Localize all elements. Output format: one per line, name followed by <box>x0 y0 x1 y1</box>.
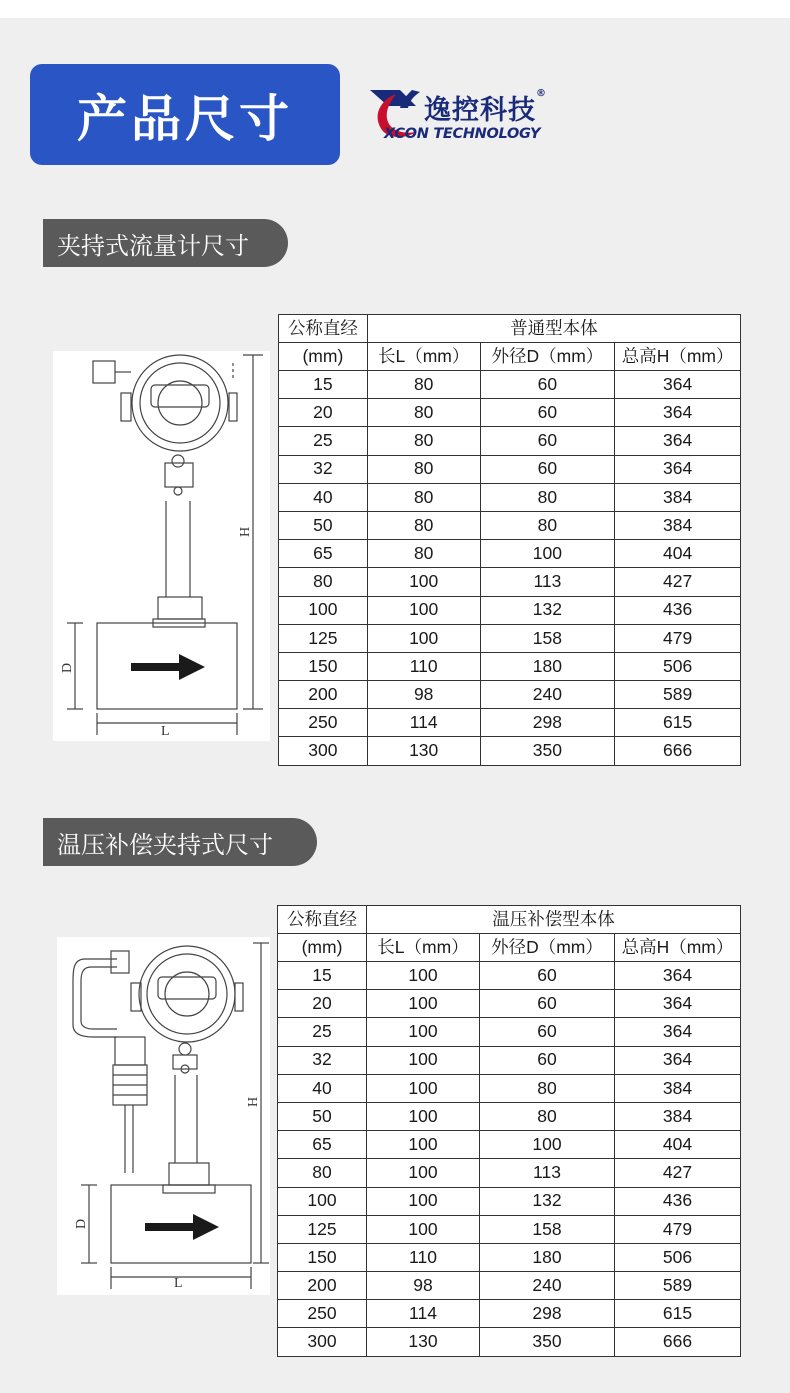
cell-total-height: 364 <box>615 371 741 399</box>
table-row <box>278 1159 741 1187</box>
header-nominal-unit: (mm) <box>279 343 368 371</box>
cell-outer-diameter: 100 <box>480 540 615 568</box>
table-row <box>279 427 741 455</box>
cell-length: 110 <box>367 1243 480 1271</box>
table-row <box>279 709 741 737</box>
dimension-label-d: D <box>74 1218 89 1229</box>
cell-total-height: 615 <box>615 1300 741 1328</box>
cell-outer-diameter: 298 <box>480 1300 615 1328</box>
cell-length: 98 <box>367 681 480 709</box>
table-body <box>278 962 741 1357</box>
clamp-meter-diagram <box>53 351 270 741</box>
cell-length: 100 <box>367 1215 480 1243</box>
cell-total-height: 384 <box>615 511 741 539</box>
table-row <box>278 1328 741 1356</box>
cell-outer-diameter: 180 <box>480 1243 615 1271</box>
table-row <box>278 1243 741 1271</box>
cell-length: 100 <box>367 962 480 990</box>
table-row <box>279 399 741 427</box>
cell-total-height: 404 <box>615 1131 741 1159</box>
header-body-type: 温压补偿型本体 <box>367 906 741 934</box>
cell-outer-diameter: 80 <box>480 1074 615 1102</box>
cell-length: 100 <box>367 990 480 1018</box>
cell-nominal-diameter: 80 <box>279 568 368 596</box>
cell-length: 100 <box>367 1018 480 1046</box>
dimension-label-d: D <box>60 662 75 673</box>
table-row <box>279 596 741 624</box>
cell-length: 80 <box>367 371 480 399</box>
cell-total-height: 479 <box>615 624 741 652</box>
logo-english-name: XCON TECHNOLOGY <box>384 126 541 142</box>
header-total-height: 总高H（mm） <box>615 934 741 962</box>
table-row <box>278 1074 741 1102</box>
cell-nominal-diameter: 25 <box>278 1018 367 1046</box>
table-row <box>279 568 741 596</box>
cell-total-height: 615 <box>615 709 741 737</box>
cell-total-height: 427 <box>615 568 741 596</box>
table-row <box>278 1018 741 1046</box>
cell-nominal-diameter: 50 <box>279 511 368 539</box>
table-row <box>279 624 741 652</box>
cell-total-height: 364 <box>615 455 741 483</box>
cell-length: 114 <box>367 1300 480 1328</box>
table-row <box>279 652 741 680</box>
cell-total-height: 589 <box>615 1272 741 1300</box>
cell-total-height: 506 <box>615 1243 741 1271</box>
spec-table-compensated <box>277 905 741 1357</box>
cell-nominal-diameter: 40 <box>278 1074 367 1102</box>
cell-nominal-diameter: 300 <box>279 737 368 765</box>
cell-length: 100 <box>367 1187 480 1215</box>
cell-total-height: 589 <box>615 681 741 709</box>
dimension-label-h: H <box>246 1096 261 1107</box>
header-outer-diameter: 外径D（mm） <box>480 343 615 371</box>
cell-outer-diameter: 132 <box>480 596 615 624</box>
cell-nominal-diameter: 32 <box>278 1046 367 1074</box>
cell-length: 114 <box>367 709 480 737</box>
cell-outer-diameter: 80 <box>480 483 615 511</box>
cell-nominal-diameter: 125 <box>279 624 368 652</box>
cell-total-height: 384 <box>615 1074 741 1102</box>
dimension-label-l: L <box>161 724 170 739</box>
cell-length: 100 <box>367 568 480 596</box>
cell-nominal-diameter: 65 <box>278 1131 367 1159</box>
header-total-height: 总高H（mm） <box>615 343 741 371</box>
cell-total-height: 364 <box>615 962 741 990</box>
cell-total-height: 666 <box>615 737 741 765</box>
cell-outer-diameter: 60 <box>480 427 615 455</box>
cell-length: 100 <box>367 1131 480 1159</box>
cell-length: 80 <box>367 455 480 483</box>
cell-outer-diameter: 60 <box>480 990 615 1018</box>
cell-outer-diameter: 240 <box>480 1272 615 1300</box>
table-row <box>278 1187 741 1215</box>
cell-length: 80 <box>367 427 480 455</box>
cell-length: 100 <box>367 624 480 652</box>
cell-total-height: 666 <box>615 1328 741 1356</box>
dimension-label-l: L <box>174 1276 183 1291</box>
table-row <box>279 455 741 483</box>
cell-length: 100 <box>367 1074 480 1102</box>
table-row <box>279 681 741 709</box>
cell-length: 80 <box>367 540 480 568</box>
cell-nominal-diameter: 65 <box>279 540 368 568</box>
cell-outer-diameter: 298 <box>480 709 615 737</box>
table-row <box>279 540 741 568</box>
header-body-type: 普通型本体 <box>367 315 740 343</box>
cell-total-height: 364 <box>615 1046 741 1074</box>
cell-length: 98 <box>367 1272 480 1300</box>
table-row <box>278 1046 741 1074</box>
cell-nominal-diameter: 15 <box>279 371 368 399</box>
cell-total-height: 404 <box>615 540 741 568</box>
cell-nominal-diameter: 150 <box>279 652 368 680</box>
cell-total-height: 427 <box>615 1159 741 1187</box>
cell-nominal-diameter: 25 <box>279 427 368 455</box>
cell-length: 80 <box>367 511 480 539</box>
cell-nominal-diameter: 20 <box>279 399 368 427</box>
cell-nominal-diameter: 50 <box>278 1102 367 1130</box>
cell-nominal-diameter: 250 <box>278 1300 367 1328</box>
header-nominal-diameter: 公称直经 <box>278 906 367 934</box>
cell-length: 130 <box>367 737 480 765</box>
section-heading-compensated: 温压补偿夹持式尺寸 <box>43 818 317 866</box>
table-row <box>279 371 741 399</box>
cell-outer-diameter: 60 <box>480 1018 615 1046</box>
table-row <box>278 1300 741 1328</box>
table-row <box>279 737 741 765</box>
cell-nominal-diameter: 32 <box>279 455 368 483</box>
cell-outer-diameter: 113 <box>480 568 615 596</box>
cell-outer-diameter: 80 <box>480 511 615 539</box>
table-row <box>278 1102 741 1130</box>
header-outer-diameter: 外径D（mm） <box>480 934 615 962</box>
cell-total-height: 436 <box>615 596 741 624</box>
cell-total-height: 364 <box>615 427 741 455</box>
cell-outer-diameter: 350 <box>480 737 615 765</box>
cell-outer-diameter: 80 <box>480 1102 615 1130</box>
cell-total-height: 384 <box>615 483 741 511</box>
table-row <box>278 990 741 1018</box>
cell-nominal-diameter: 200 <box>278 1272 367 1300</box>
brand-logo <box>366 82 566 152</box>
cell-nominal-diameter: 125 <box>278 1215 367 1243</box>
compensated-meter-diagram <box>57 937 270 1295</box>
cell-outer-diameter: 60 <box>480 1046 615 1074</box>
cell-outer-diameter: 60 <box>480 962 615 990</box>
cell-length: 100 <box>367 596 480 624</box>
cell-outer-diameter: 240 <box>480 681 615 709</box>
cell-total-height: 364 <box>615 399 741 427</box>
cell-outer-diameter: 100 <box>480 1131 615 1159</box>
table-row <box>279 511 741 539</box>
cell-nominal-diameter: 80 <box>278 1159 367 1187</box>
cell-total-height: 436 <box>615 1187 741 1215</box>
cell-outer-diameter: 180 <box>480 652 615 680</box>
cell-length: 100 <box>367 1159 480 1187</box>
cell-outer-diameter: 132 <box>480 1187 615 1215</box>
cell-nominal-diameter: 200 <box>279 681 368 709</box>
table-row <box>278 962 741 990</box>
compensated-meter-drawing <box>57 937 270 1295</box>
cell-nominal-diameter: 150 <box>278 1243 367 1271</box>
table-body <box>279 371 741 766</box>
cell-nominal-diameter: 40 <box>279 483 368 511</box>
page-title: 产品尺寸 <box>30 64 340 165</box>
cell-outer-diameter: 350 <box>480 1328 615 1356</box>
table-row <box>279 483 741 511</box>
cell-length: 80 <box>367 483 480 511</box>
cell-total-height: 506 <box>615 652 741 680</box>
header-nominal-diameter: 公称直经 <box>279 315 368 343</box>
cell-nominal-diameter: 15 <box>278 962 367 990</box>
cell-total-height: 364 <box>615 990 741 1018</box>
logo-chinese-name: 逸控科技® <box>424 88 547 126</box>
cell-outer-diameter: 158 <box>480 624 615 652</box>
cell-outer-diameter: 60 <box>480 371 615 399</box>
table-row <box>278 1131 741 1159</box>
cell-outer-diameter: 60 <box>480 455 615 483</box>
cell-length: 100 <box>367 1046 480 1074</box>
cell-length: 130 <box>367 1328 480 1356</box>
table-row <box>278 1272 741 1300</box>
cell-length: 110 <box>367 652 480 680</box>
top-strip <box>0 0 790 18</box>
cell-length: 80 <box>367 399 480 427</box>
cell-outer-diameter: 113 <box>480 1159 615 1187</box>
header-nominal-unit: (mm) <box>278 934 367 962</box>
spec-table-clamp <box>278 314 741 766</box>
cell-outer-diameter: 158 <box>480 1215 615 1243</box>
cell-total-height: 384 <box>615 1102 741 1130</box>
section-heading-clamp: 夹持式流量计尺寸 <box>43 219 288 267</box>
header-length: 长L（mm） <box>367 934 480 962</box>
dimension-label-h: H <box>238 526 253 537</box>
cell-nominal-diameter: 250 <box>279 709 368 737</box>
header-length: 长L（mm） <box>367 343 480 371</box>
cell-nominal-diameter: 20 <box>278 990 367 1018</box>
clamp-meter-drawing <box>53 351 270 741</box>
cell-length: 100 <box>367 1102 480 1130</box>
cell-nominal-diameter: 100 <box>278 1187 367 1215</box>
cell-total-height: 364 <box>615 1018 741 1046</box>
cell-nominal-diameter: 100 <box>279 596 368 624</box>
table-row <box>278 1215 741 1243</box>
cell-total-height: 479 <box>615 1215 741 1243</box>
cell-nominal-diameter: 300 <box>278 1328 367 1356</box>
cell-outer-diameter: 60 <box>480 399 615 427</box>
